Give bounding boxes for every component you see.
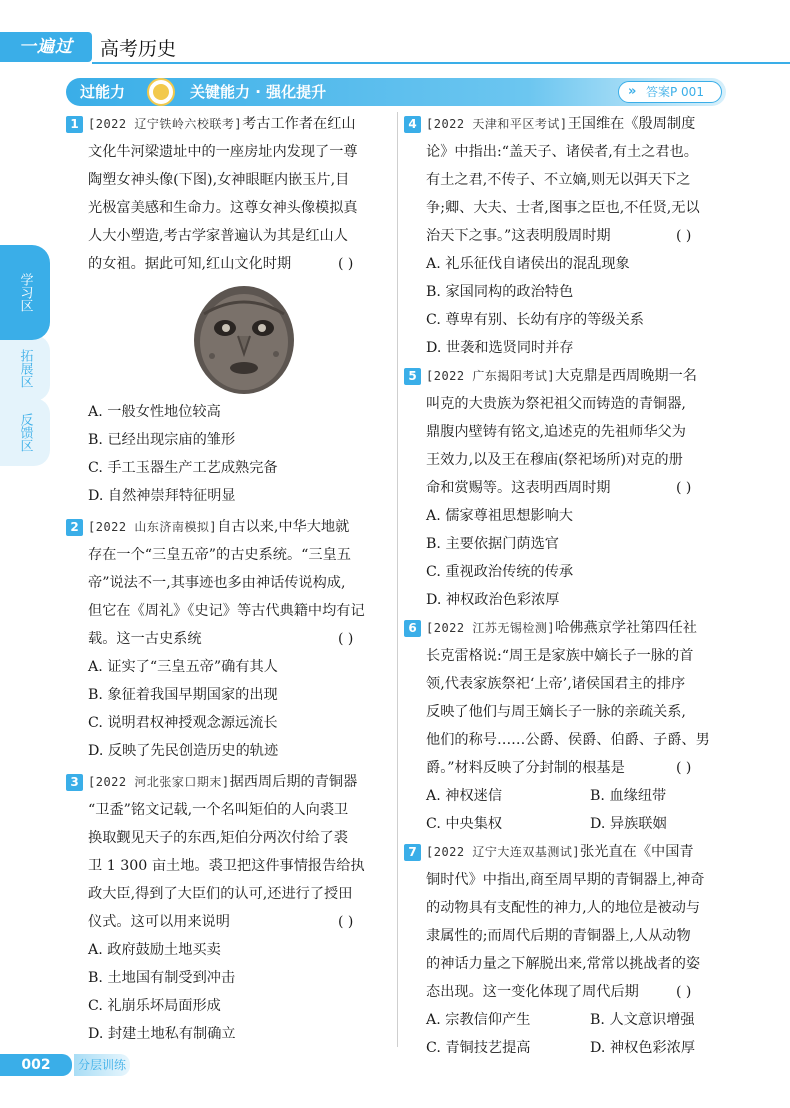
answer-parentheses: ( )	[676, 984, 692, 1000]
question-number: 3	[66, 774, 83, 791]
question-stem-line: 光极富美感和生命力。这尊女神头像模拟真	[88, 200, 358, 216]
question-number: 2	[66, 519, 83, 536]
question-stem-line: 领,代表家族祭祀‘上帝’,诸侯国君主的排序	[426, 676, 686, 692]
question-stem-line: 他们的称号……公爵、侯爵、伯爵、子爵、男	[426, 732, 710, 748]
option-item[interactable]: B. 家国同构的政治特色	[426, 284, 574, 300]
question-stem-line: 长克雷格说:“周王是家族中嫡长子一脉的首	[426, 648, 694, 664]
answer-parentheses: ( )	[676, 760, 692, 776]
question-stem-line: 论》中指出:“盖天子、诸侯者,有土之君也。	[426, 144, 698, 160]
section-label: 过能力	[80, 83, 126, 101]
option-item[interactable]: C. 尊卑有别、长幼有序的等级关系	[426, 312, 644, 328]
question-stem-line: 王效力,以及王在穆庙(祭祀场所)对克的册	[426, 452, 683, 468]
question-stem-line: 卫 1 300 亩土地。裘卫把这件事情报告给执	[88, 858, 365, 874]
footer-label: 分层训练	[74, 1054, 130, 1076]
question-source: [2022 江苏无锡检测]	[426, 621, 556, 635]
option-item[interactable]: A. 一般女性地位较高	[88, 404, 221, 420]
brand-logo-text: 一遍过	[19, 37, 73, 57]
question-stem-line: 换取觐见天子的东西,矩伯分两次付给了裘	[88, 830, 348, 846]
option-item[interactable]: D. 封建土地私有制确立	[88, 1026, 236, 1042]
question-stem-line: 爵。”材料反映了分封制的根基是	[426, 760, 625, 776]
page-number: 002	[0, 1054, 72, 1076]
option-item[interactable]: C. 重视政治传统的传承	[426, 564, 574, 580]
question-stem-line: “卫盉”铭文记载,一个名叫矩伯的人向裘卫	[88, 802, 349, 818]
option-item[interactable]: C. 礼崩乐坏局面形成	[88, 998, 221, 1014]
option-item[interactable]: A. 礼乐征伐自诸侯出的混乱现象	[426, 256, 630, 272]
answer-parentheses: ( )	[676, 228, 692, 244]
question-stem-line: 文化牛河梁遗址中的一座房址内发现了一尊	[88, 144, 358, 160]
answer-parentheses: ( )	[676, 480, 692, 496]
option-item[interactable]: D. 神权政治色彩浓厚	[426, 592, 560, 608]
option-item[interactable]: C. 手工玉器生产工艺成熟完备	[88, 460, 278, 476]
question-stem-line: 的女祖。据此可知,红山文化时期	[88, 256, 292, 272]
question-stem-line: 争;卿、大夫、士者,图事之臣也,不任贤,无以	[426, 200, 700, 216]
question-stem-line: 陶塑女神头像(下图),女神眼眶内嵌玉片,目	[88, 172, 350, 188]
question-number: 1	[66, 116, 83, 133]
option-item[interactable]: D. 异族联姻	[590, 816, 667, 832]
option-item[interactable]: B. 已经出现宗庙的雏形	[88, 432, 236, 448]
option-item[interactable]: C. 说明君权神授观念源远流长	[88, 715, 278, 731]
question-stem-line: 治天下之事。”这表明殷周时期	[426, 228, 611, 244]
option-item[interactable]: D. 世袭和选贤同时并存	[426, 340, 574, 356]
option-item[interactable]: D. 自然神崇拜特征明显	[88, 488, 236, 504]
question-stem-line: 态出现。这一变化体现了周代后期	[426, 984, 639, 1000]
question-stem-line: [2022 辽宁大连双基测试]张光直在《中国青	[426, 844, 694, 860]
question-stem-line: 的动物具有支配性的神力,人的地位是被动与	[426, 900, 701, 916]
option-item[interactable]: D. 反映了先民创造历史的轨迹	[88, 743, 279, 759]
question-stem-line: [2022 辽宁铁岭六校联考]考古工作者在红山	[88, 116, 356, 132]
option-item[interactable]: B. 人文意识增强	[590, 1012, 695, 1028]
side-tab-study[interactable]: 学习区	[0, 245, 50, 340]
question-stem-line: 命和赏赐等。这表明西周时期	[426, 480, 611, 496]
question-stem-line: [2022 广东揭阳考试]大克鼎是西周晚期一名	[426, 368, 697, 384]
question-stem-line: 仪式。这可以用来说明	[88, 914, 230, 930]
option-item[interactable]: A. 政府鼓励土地买卖	[88, 942, 221, 958]
question-stem-line: 有土之君,不传子、不立嫡,则无以弭天下之	[426, 172, 691, 188]
option-item[interactable]: B. 主要依据门荫选官	[426, 536, 559, 552]
question-source: [2022 天津和平区考试]	[426, 117, 568, 131]
question-stem-line: 铜时代》中指出,商至周早期的青铜器上,神奇	[426, 872, 705, 888]
question-number: 7	[404, 844, 421, 861]
question-stem-line: [2022 天津和平区考试]王国维在《殷周制度	[426, 116, 696, 132]
option-item[interactable]: A. 宗教信仰产生	[426, 1012, 531, 1028]
question-source: [2022 广东揭阳考试]	[426, 369, 556, 383]
answer-ref-link[interactable]: 答案P 001	[646, 85, 704, 99]
question-stem-line: 载。这一古史系统	[88, 631, 202, 647]
option-item[interactable]: A. 证实了“三皇五帝”确有其人	[88, 659, 278, 675]
option-item[interactable]: B. 象征着我国早期国家的出现	[88, 687, 278, 703]
question-source: [2022 辽宁大连双基测试]	[426, 845, 581, 859]
answer-parentheses: ( )	[338, 631, 354, 647]
question-stem-line: 存在一个“三皇五帝”的古史系统。“三皇五	[88, 547, 351, 563]
option-item[interactable]: B. 土地国有制受到冲击	[88, 970, 236, 986]
question-number: 4	[404, 116, 421, 133]
question-number: 5	[404, 368, 421, 385]
question-stem-line: 帝”说法不一,其事迹也多由神话传说构成,	[88, 575, 346, 591]
question-stem-line: 人大小塑造,考古学家普遍认为其是红山人	[88, 228, 348, 244]
page-title: 高考历史	[100, 38, 177, 60]
side-tab-feedback[interactable]: 反馈区	[0, 398, 50, 466]
question-stem-line: 的神话力量之下解脱出来,常常以挑战者的姿	[426, 956, 701, 972]
question-stem-line: [2022 江苏无锡检测]哈佛燕京学社第四任社	[426, 620, 697, 636]
option-item[interactable]: D. 神权色彩浓厚	[590, 1040, 696, 1056]
question-stem-line: 但它在《周礼》《史记》等古代典籍中均有记	[88, 603, 365, 619]
goddess-head-photo	[190, 284, 298, 396]
answer-parentheses: ( )	[338, 914, 354, 930]
column-divider	[397, 112, 398, 1047]
question-stem-line: 鼎腹内壁铸有铭文,追述克的先祖师华父为	[426, 424, 686, 440]
question-source: [2022 山东济南模拟]	[88, 520, 218, 534]
question-stem-line: 隶属性的;而周代后期的青铜器上,人从动物	[426, 928, 691, 944]
option-item[interactable]: B. 血缘纽带	[590, 788, 667, 804]
option-item[interactable]: A. 儒家尊祖思想影响大	[426, 508, 573, 524]
question-source: [2022 河北张家口期末]	[88, 775, 230, 789]
section-subtitle: 关键能力 · 强化提升	[190, 83, 327, 101]
answer-parentheses: ( )	[338, 256, 354, 272]
medal-icon-center	[153, 84, 169, 100]
question-stem-line: 政大臣,得到了大臣们的认可,还进行了授田	[88, 886, 353, 902]
question-source: [2022 辽宁铁岭六校联考]	[88, 117, 243, 131]
question-number: 6	[404, 620, 421, 637]
option-item[interactable]: C. 中央集权	[426, 816, 503, 832]
question-stem-line: [2022 河北张家口期末]据西周后期的青铜器	[88, 774, 358, 790]
option-item[interactable]: C. 青铜技艺提高	[426, 1040, 531, 1056]
question-stem-line: [2022 山东济南模拟]自古以来,中华大地就	[88, 519, 350, 535]
option-item[interactable]: A. 神权迷信	[426, 788, 503, 804]
double-chevron-down-icon: »	[628, 84, 637, 99]
header-divider	[92, 62, 790, 64]
side-tab-extend[interactable]: 拓展区	[0, 335, 50, 401]
question-stem-line: 叫克的大贵族为祭祀祖父而铸造的青铜器,	[426, 396, 686, 412]
question-stem-line: 反映了他们与周王嫡长子一脉的亲疏关系,	[426, 704, 686, 720]
